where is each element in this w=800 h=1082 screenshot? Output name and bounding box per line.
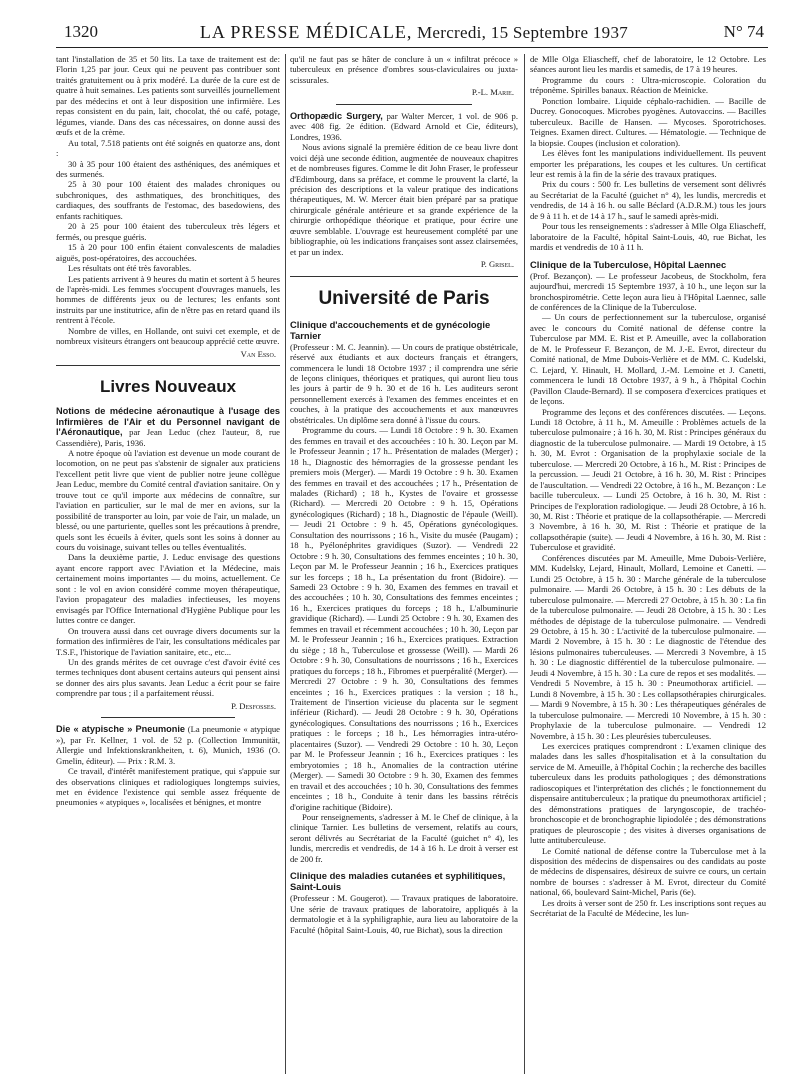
journal-name: LA PRESSE MÉDICALE, <box>199 22 413 42</box>
paragraph: — Un cours de perfectionnement sur la tuberculose, organisé avec le concours du Comité national de défense contre la Tuberculose par MM. E. Rist et P. Ameuille, avec la collaboration de M. le Professeur F. Bezançon, de M. J.-E. Evrot, directeur du Comité national, de Mme Dubois-Verlière et de MM. C. Kudelski, C. Lejard, Y. Hinault, H. Mollard, J.-M. Lemoine et J. Canetti, commencera le lundi 18 Octobre 1937, à 9 h., à l'hôpital Cochin (Pavillon Claude-Bernard). Il se composera d'exercices pratiques et de leçons. <box>530 312 766 407</box>
book-entry <box>56 406 280 448</box>
book-entry <box>56 724 280 766</box>
column-3 <box>530 54 766 1074</box>
paragraph: Un des grands mérites de cet ouvrage c'est d'avoir évité ces termes techniques dont abusent certains auteurs qui pensent ainsi se donner des airs plus savants. Jean Leduc a écrit pour se faire comprendre par tous ; il a parfaitement réussi. <box>56 657 280 699</box>
paragraph: Les élèves font les manipulations individuellement. Ils peuvent emporter les préparations, les coupes et les cultures. Un certificat leur est remis à la fin de la série des travaux pratiques. <box>530 148 766 179</box>
header-rule <box>56 47 768 48</box>
paragraph: (Prof. Bezançon). — Le professeur Jacobeus, de Stockholm, fera aujourd'hui, mercredi 15 Septembre 1937, à 10 h., une leçon sur la bronchospirométrie. Cette leçon aura lieu à l'Hôpital Laennec, salle de conférences de la Clinique de la Tuberculose. <box>530 270 766 312</box>
separator-rule <box>336 104 473 105</box>
paragraph: de Mlle Olga Eliascheff, chef de laboratoire, le 12 Octobre. Les séances auront lieu les mardis et samedis, de 17 à 19 heures. <box>530 54 766 75</box>
paragraph: Les exercices pratiques comprendront : L'examen clinique des malades dans les salles d'hospitalisation et à la consultation du service de M. Ameuille, à l'hôpital Cochin ; la recherche des bacilles tuberculeux dans les produits pathologiques ; des démonstrations radioscopiques et l'interprétation des clichés ; le fonctionnement du dispensaire antituberculeux ; la pratique du pneumothorax artificiel ; des démonstrations pratiques de laryngoscopie, de trachéo-bronchoscopie et de bronchographie lipiodolée ; des démonstrations pratiques de pleuroscopie ; des visites à diverses organisations de lutte antituberculeuse. <box>530 741 766 846</box>
subheading: Clinique de la Tuberculose, Hôpital Laennec <box>530 258 727 270</box>
paragraph: A notre époque où l'aviation est devenue un mode courant de locomotion, on ne peut pas s'abstenir de signaler aux praticiens l'excellent petit livre que vient de publier notre jeune collègue Jean Leduc, membre du Comité central d'aviation sanitaire. On y trouve tout ce qu'il importe aux médecins de connaître, sur l'aviation en particulier, sur le mal de mer en avions, sur la possibilité de transporter au loin, par voie de l'air, un malade, un blessé, ou une parturiente, quelles sont les précautions à prendre, quels sont les écueils à éviter, quels sont les soins à donner au cours du voisinage, suivant telles ou telles éventualités. <box>56 447 280 553</box>
paragraph: Ce travail, d'intérêt manifestement pratique, qui s'appuie sur des observations cliniques et radiologiques longtemps suivies, met en évidence l'existence qui semble assez fréquente de pneumonies « atypiques », localisées et bénignes, et montre <box>56 766 280 808</box>
column-2 <box>290 54 518 1074</box>
column-divider-1 <box>285 54 286 1074</box>
running-title <box>64 22 764 43</box>
author-signature: P. Grisel. <box>480 259 514 270</box>
paragraph: 30 à 35 pour 100 étaient des asthéniques, des anémiques et des surmenés. <box>56 158 280 179</box>
paragraph: Dans la deuxième partie, J. Leduc envisage des questions ayant encore rapport avec l'Aviation et la Médecine, mais certainement moins importantes — du moins, actuellement. Ce sont : le vol en avion considéré comme moyen thérapeutique, l'avion propagateur des maladies infectieuses, les moyens envisagés par l'Office International d'Hygiène Publique pour les luttes contre ce danger. <box>56 552 280 626</box>
author-signature: Van Esso. <box>240 348 276 359</box>
paragraph: Prix du cours : 500 fr. Les bulletins de versement sont délivrés au Secrétariat de la Faculté (guichet n° 4), les lundis, mercredis et vendredis, de 14 à 16 h. ou salle Béclard (A.D.R.M.) tous les jours de 9 à 11 h. et de 14 à 17 h., sauf le samedi après-midi. <box>530 179 766 221</box>
separator-rule <box>101 717 235 718</box>
paragraph: 20 à 25 pour 100 étaient des tuberculeux très légers et fermés, ou presque guéris. <box>56 221 280 242</box>
paragraph: Programme des leçons et des conférences discutées. — Leçons. Lundi 18 Octobre, à 11 h., M. Ameuille : Problèmes actuels de la tuberculose pulmonaire ; à 16 h. 30, M. Rist : Principes généraux du diagnostic de la tuberculose pulmonaire. — Mardi 19 Octobre, à 15 h. 30, M. Evrot : Organisation de la prophylaxie sociale de la tuberculose. — Mercredi 20 Octobre, à 16 h., M. Rist : Principes de la percussion. — Jeudi 21 Octobre, à 16 h. 30, M. Rist : Principes de l'auscultation. — Vendredi 22 Octobre, à 16 h., M. Bezançon : Le bacille tuberculeux. — Lundi 25 Octobre, à 16 h. 30, M. Rist : Principes de l'exploration radiologique. — Jeudi 28 Octobre, à 16 h. 30, M. Rist : Théorie et pratique de la collapsothérapie. — Mercredi 3 Novembre, à 16 h. 30, M. Rist : Théorie et pratique de la collapsothérapie (suite). — Jeudi 4 Novembre, à 16 h. 30, M. Rist : Tuberculose et gravidité. <box>530 406 766 553</box>
book-reference: (La pneumonie « atypique »), par Fr. Kellner, 1 vol. de 52 p. (Collection Immunität, Allergie und Infektionskrankheiten, t. 6), Munich, 1936 (O. Gmelin, éditeur). — Prix : R.M. 3. <box>56 724 280 766</box>
paragraph: Pour tous les renseignements : s'adresser à Mlle Olga Eliascheff, laboratoire de la Faculté, hôpital Saint-Louis, 40, rue Bichat, les mardis et vendredis de 10 à 11 h. <box>530 221 766 253</box>
section-rule <box>56 365 280 366</box>
paragraph: Les patients arrivent à 9 heures du matin et sortent à 5 heures de l'après-midi. Les femmes s'occupent d'ouvrages manuels, les hommes de différents jeux ou de lectures; les enfants sont instruits par une institutrice, afin de n'être pas en retard quand ils rentrent à l'école. <box>56 273 280 326</box>
section-title-books: Livres Nouveaux <box>99 377 237 397</box>
book-title: Notions de médecine aéronautique à l'usage des Infirmières de l'Air et du Personnel navigant de l'Aéronautique, <box>56 406 280 438</box>
paragraph: Au total, 7.518 patients ont été soignés en quatorze ans, dont : <box>56 137 280 159</box>
subheading: Clinique d'accouchements et de gynécologie Tarnier <box>290 318 491 341</box>
paragraph: Programme du cours : Ultra-microscopie. Coloration du tréponème. Spirilles banaux. Réaction de Meinicke. <box>530 74 766 96</box>
paragraph: tant l'installation de 35 et 50 lits. La taxe de traitement est de: Florin 1,25 par jour. Ceux qui ne peuvent pas contribuer sont traités gratuitement ou à prix modéré. La durée de la cure est de quatre à huit semaines. Les patients sont surveillés journellement par des médecins et ont à leur disposition une infirmière. Les repas consistent en du pain, lait, chocolat, thé ou café, potage, légumes, viande. Dans des cas nécessaires, on donne aussi des œufs et de la crème. <box>56 54 280 138</box>
book-title: Orthopædic Surgery, <box>290 110 383 121</box>
paragraph: On trouvera aussi dans cet ouvrage divers documents sur la formation des infirmières de l'air, les consultations médicales par T.S.F., l'historique de l'aviation sanitaire, etc., etc... <box>56 625 280 657</box>
page-number: 1320 <box>64 22 98 41</box>
paragraph: Les résultats ont été très favorables. <box>68 263 192 274</box>
paragraph: 25 à 30 pour 100 étaient des malades chroniques ou subchroniques, des asthmatiques, des bronchitiques, des cardiaques, des souffrants de l'estomac, des basedowiens, des enfants rachitiques. <box>56 179 280 221</box>
paragraph: Conférences discutées par M. Ameuille, Mme Dubois-Verlière, MM. Kudelsky, Lejard, Hinault, Mollard, Lemoine et Canetti. — Lundi 25 Octobre, à 15 h. 30 : Marche générale de la tuberculose pulmonaire. — Mardi 26 Octobre, à 15 h. 30 : Les débuts de la tuberculose pulmonaire. — Mercredi 27 Octobre, à 15 h. 30 : La fin de la tuberculose pulmonaire. — Jeudi 28 Octobre, à 15 h. 30 : Les méthodes de dépistage de la tuberculose pulmonaire. — Vendredi 29 Octobre, à 15 h. 30 : L'activité de la tuberculose pulmonaire. — Mardi 2 Novembre, à 15 h. 30 : Le diagnostic de l'étendue des lésions pulmonaires tuberculeuses. — Mercredi 3 Novembre, à 15 h. 30 : Le diagnostic différentiel de la tuberculose pulmonaire. — Jeudi 4 Novembre, à 15 h. 30 : La cure de repos et ses modalités. — Vendredi 5 Novembre, à 15 h. 30 : Pneumothorax artificiel. — Lundi 8 Novembre, à 15 h. 30 : Les collapsothérapies chirurgicales. — Mardi 9 Novembre, à 15 h. 30 : Les thérapeutiques générales de la tuberculose pulmonaire. — Mercredi 10 Novembre, à 15 h. 30 : Prophylaxie de la tuberculose pulmonaire. — Vendredi 12 Novembre, à 15 h. 30 : Les pleurésies tuberculeuses. <box>530 552 766 741</box>
section-rule <box>290 276 518 277</box>
paragraph: Ponction lombaire. Liquide céphalo-rachidien. — Bacille de Ducrey. Gonocoques. Microbes pyogènes. Autovaccins. — Bacilles tuberculeux. Bacille de Hansen. — Mycoses. Sporotrichoses. Teignes. Examen direct. Cultures. — Hématologie. — Technique de la biopsie. Coupes (inclusion et coloration). <box>530 95 766 148</box>
issue-date: Mercredi, 15 Septembre 1937 <box>416 23 629 42</box>
page-header <box>64 18 764 44</box>
section-title-university: Université de Paris <box>318 287 490 309</box>
paragraph: 15 à 20 pour 100 enfin étaient convalescents de maladies aiguës, post-opératoires, des accouchées. <box>56 242 280 263</box>
book-reference: par Walter Mercer, 1 vol. de 906 p. avec 408 fig. 2e édition. (Edward Arnold et Cie, éditeurs), Londres, 1936. <box>290 110 518 142</box>
paragraph: Les droits à verser sont de 250 fr. Les inscriptions sont reçues au Secrétariat de la Faculté de Médecine, les lun- <box>530 897 766 919</box>
paragraph: Nombre de villes, en Hollande, ont suivi cet exemple, et de nombreux visiteurs étrangers ont beaucoup apprécié cette œuvre. <box>56 325 280 347</box>
paragraph: Le Comité national de défense contre la Tuberculose met à la disposition des médecins de dispensaires ou des candidats au poste de médecins de dispensaires, désireux de suivre ce cours, un certain nombre de bourses : s'adresser à M. Evrot, directeur du Comité national, 66, boulevard Saint-Michel, Paris (6e). <box>530 845 766 898</box>
author-signature: P.-L. Marie. <box>471 87 514 98</box>
paragraph: Programme du cours. — Lundi 18 Octobre : 9 h. 30. Examen des femmes en travail et des accouchées : 10 h. 30. Leçon par M. le Professeur Jeannin ; 17 h.. Présentation de malades (Merger) ; 18 h., Diagnostic des hémorragies de la grossesse pendant les premiers mois (Merger). — Mardi 19 Octobre : 9 h. 30. Examen des femmes en travail et des accouchées ; 17 h., Présentation de malades (Richard) ; 18 h., Kystes de l'ovaire et grossesse (Richard). — Mercredi 20 Octobre : 9 h. 15, Opérations gynécologiques (Richard) ; 18 h., Diagnostic de l'épaule (Weill). — Jeudi 21 Octobre : 9 h. 45, Opérations gynécologiques. Consultation des nourrissons ; 16 h., Visite du musée (Paugam) ; 18 h., Pyélonéphrites gravidiques (Suzor). — Vendredi 22 Octobre : 9 h. 30, Consultations des femmes enceintes ; 10 h. 30, Leçon par M. le Professeur Jeannin ; 16 h., Exercices pratiques sur les forceps ; 18 h., La présentation du front (Bidoire). — Samedi 23 Octobre : 9 h. 30, Examen des femmes en travail et des accouchées ; 10 h. 30, Consultations des femmes enceintes ; 16 h., Exercices pratiques du forceps ; 18 h., L'albuminurie gravidique (Richard). — Lundi 25 Octobre : 9 h. 30, Examen des femmes en travail et récemment accouchées ; 10 h. 30, Leçon par M. le Professeur Jeannin ; 16 h., Exercices pratiques. Extraction du siège ; 18 h., Tuberculose et grossesse (Weill). — Mardi 26 Octobre : 9 h. 30, Consultations de nourrissons ; 16 h., Exercices pratiques du forceps ; 18 h., Fibromes et puerpéralité (Merger). — Mercredi 27 Octobre : 9 h. 30, Consultations des femmes enceintes ; 16 h., Exercices pratiques : la version ; 18 h., Traitement de l'insertion vicieuse du placenta sur le segment inférieur (Richard). — Jeudi 28 Octobre : 9 h. 30, Opérations gynécologiques. Consultations des nourrissons ; 16 h., Exercices pratiques : le forceps ; 18 h., Les hémorragies intra-utéro-placentaires (Suzor). — Vendredi 29 Octobre : 10 h. 30, Leçon par M. le Professeur Jeannin ; 16 h., Exercices pratiques : les embryotomies ; 18 h., Anomalies de la contraction utérine (Merger). — Samedi 30 Octobre : 9 h. 30, Examen des femmes en travail et des accouchées ; 10 h. 30, Consultations des femmes enceintes ; 18 h., Conduite à tenir dans les bassins rétrécis d'origine rachitique (Bidoire). <box>290 425 518 812</box>
book-title: Die « atypische » Pneumonie <box>56 724 186 735</box>
paragraph: qu'il ne faut pas se hâter de conclure à un « infiltrat précoce » tuberculeux en présence d'ombres sous-claviculaires ou juxta-scissurales. <box>290 54 518 85</box>
column-1 <box>56 54 280 1074</box>
paragraph: (Professeur : M. Gougerot). — Travaux pratiques de laboratoire. Une série de travaux pratiques de laboratoire, appliqués à la dermatologie et à la syphiligraphie, aura lieu au laboratoire de la Faculté (hôpital Saint-Louis, 40, rue Bichat), sous la direction <box>290 893 518 935</box>
book-reference: par Jean Leduc (chez l'auteur, 8, rue Cassendière), Paris, 1936. <box>56 427 280 448</box>
paragraph: Pour renseignements, s'adresser à M. le Chef de clinique, à la clinique Tarnier. Les bulletins de versement, relatifs au cours, seront délivrés au Secrétariat de la Faculté (guichet n° 4), les lundis, mercredis et vendredis, de 14 à 16 h. Le droit à verser est de 200 fr. <box>290 812 518 864</box>
issue-number: N° 74 <box>723 22 764 41</box>
book-entry <box>290 111 518 142</box>
paragraph: Nous avions signalé la première édition de ce beau livre dont voici déjà une seconde édition, augmentée de nouveaux chapitres et de nombreuses figures. Comme le dit John Fraser, le professeur d'Edimbourg, dans sa préface, et comme le prouvent la clarté, la précision des descriptions et la valeur pratique des indications thérapeutiques, M. W. Mercer était bien préparé par sa pratique chirurgicale générale antérieure et sa grande expérience de la chirurgie orthopédique théorique et pratique, pour écrire une œuvre semblable. L'ouvrage est heureusement complété par une bibliographie, où les indications françaises sont assez clairsemées, et par un index. <box>290 142 518 257</box>
author-signature: P. Desfosses. <box>231 700 276 711</box>
column-divider-2 <box>524 54 525 1074</box>
paragraph: (Professeur : M. C. Jeannin). — Un cours de pratique obstétricale, réservé aux étudiants et aux docteurs français et étrangers, commencera le lundi 18 Octobre 1937 ; il comprendra une série de leçons cliniques, théoriques et pratiques, qui auront lieu tous les jours à partir de 9 h. 30 et de 16 h. Les auditeurs seront personnellement exercés à l'examen des femmes enceintes et en couches, à la pratique des accouchements et aux manœuvres obstétricales. Un diplôme sera donné à l'issue du cours. <box>290 341 518 425</box>
subheading: Clinique des maladies cutanées et syphilitiques, Saint-Louis <box>290 870 506 893</box>
